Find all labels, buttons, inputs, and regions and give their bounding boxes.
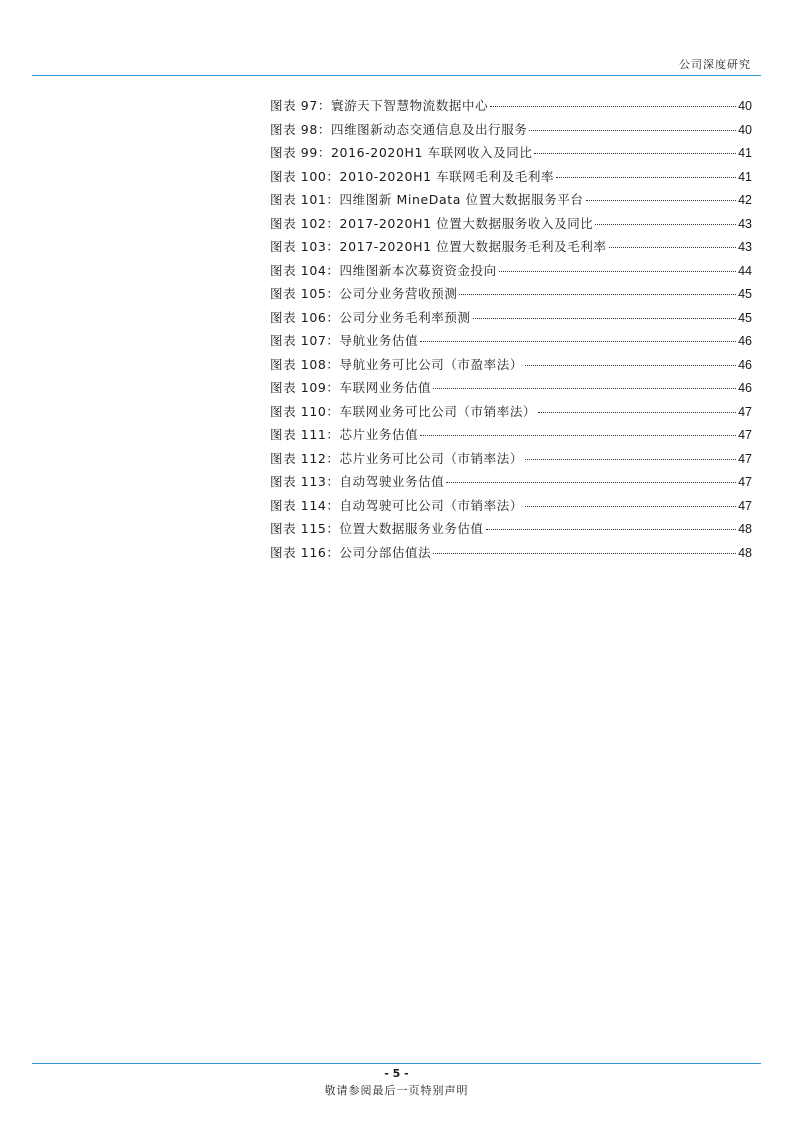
toc-entry[interactable]: [270, 472, 752, 496]
toc-leader-dots: [538, 412, 736, 413]
toc-entry-page: 47: [738, 428, 752, 442]
toc-entry[interactable]: [270, 261, 752, 285]
toc-entry[interactable]: [270, 496, 752, 520]
toc-entry[interactable]: [270, 308, 752, 332]
toc-entry[interactable]: [270, 143, 752, 167]
toc-entry-page: 47: [738, 498, 752, 513]
toc-leader-dots: [525, 506, 736, 507]
toc-entry-label: 图表 112：芯片业务可比公司（市销率法）: [270, 450, 523, 466]
toc-entry[interactable]: [270, 214, 752, 238]
toc-entry[interactable]: [270, 190, 752, 214]
toc-entry-label: 图表 97：寰游天下智慧物流数据中心: [270, 98, 489, 113]
header-divider: [32, 75, 761, 76]
toc-entry-page: 48: [738, 545, 752, 560]
toc-leader-dots: [490, 106, 736, 107]
toc-entry[interactable]: [270, 378, 752, 402]
toc-leader-dots: [595, 224, 736, 225]
toc-entry-page: 40: [738, 122, 752, 137]
toc-entry-label: 图表 111：芯片业务估值: [270, 427, 419, 442]
toc-entry-label: 图表 108：导航业务可比公司（市盈率法）: [270, 356, 523, 372]
toc-entry[interactable]: [270, 96, 752, 120]
toc-entry[interactable]: [270, 237, 752, 261]
table-of-figures: [270, 96, 752, 566]
toc-entry-label: 图表 107：导航业务估值: [270, 333, 419, 348]
toc-entry-page: 45: [738, 287, 752, 301]
toc-entry-page: 48: [738, 522, 752, 536]
toc-entry-page: 47: [738, 475, 752, 489]
toc-leader-dots: [420, 435, 736, 436]
toc-entry-label: 图表 103：2017-2020H1 位置大数据服务毛利及毛利率: [270, 239, 607, 254]
page-number: - 5 -: [384, 1067, 409, 1080]
toc-entry-page: 46: [738, 357, 752, 372]
toc-leader-dots: [609, 247, 737, 248]
toc-entry-page: 47: [738, 451, 752, 466]
toc-entry-page: 47: [738, 404, 752, 419]
toc-entry-label: 图表 100：2010-2020H1 车联网毛利及毛利率: [270, 168, 555, 184]
toc-entry[interactable]: [270, 331, 752, 355]
footer-divider: [32, 1063, 761, 1064]
toc-entry-page: 41: [738, 169, 752, 184]
toc-leader-dots: [420, 341, 736, 342]
toc-entry[interactable]: [270, 519, 752, 543]
toc-entry-page: 43: [738, 216, 752, 231]
toc-entry-page: 46: [738, 334, 752, 348]
toc-entry-page: 43: [738, 240, 752, 254]
toc-entry-label: 图表 116：公司分部估值法: [270, 544, 432, 560]
toc-entry[interactable]: [270, 355, 752, 379]
toc-leader-dots: [446, 482, 736, 483]
toc-entry-label: 图表 98：四维图新动态交通信息及出行服务: [270, 121, 528, 137]
toc-entry-page: 42: [738, 193, 752, 207]
toc-leader-dots: [473, 318, 737, 319]
toc-leader-dots: [433, 553, 736, 554]
toc-entry[interactable]: [270, 167, 752, 191]
header-title: 公司深度研究: [679, 58, 751, 71]
toc-leader-dots: [586, 200, 737, 201]
toc-entry[interactable]: [270, 425, 752, 449]
toc-leader-dots: [499, 271, 736, 272]
toc-entry-label: 图表 99：2016-2020H1 车联网收入及同比: [270, 145, 533, 160]
toc-leader-dots: [525, 365, 736, 366]
toc-entry[interactable]: [270, 543, 752, 567]
toc-entry-page: 46: [738, 381, 752, 395]
toc-leader-dots: [556, 177, 736, 178]
toc-entry-label: 图表 110：车联网业务可比公司（市销率法）: [270, 403, 537, 419]
toc-entry[interactable]: [270, 449, 752, 473]
toc-leader-dots: [433, 388, 736, 389]
disclaimer-note: 敬请参阅最后一页特别声明: [324, 1084, 469, 1097]
toc-entry-label: 图表 101：四维图新 MineData 位置大数据服务平台: [270, 192, 584, 207]
toc-entry-label: 图表 115：位置大数据服务业务估值: [270, 521, 484, 536]
toc-entry-label: 图表 109：车联网业务估值: [270, 380, 432, 395]
toc-entry-page: 44: [738, 263, 752, 278]
toc-entry-label: 图表 105：公司分业务营收预测: [270, 286, 458, 301]
toc-entry[interactable]: [270, 284, 752, 308]
toc-entry-page: 45: [738, 310, 752, 325]
toc-entry-page: 41: [738, 146, 752, 160]
toc-leader-dots: [459, 294, 736, 295]
toc-entry-page: 40: [738, 99, 752, 113]
toc-entry-label: 图表 104：四维图新本次募资资金投向: [270, 262, 497, 278]
toc-entry-label: 图表 102：2017-2020H1 位置大数据服务收入及同比: [270, 215, 594, 231]
toc-entry-label: 图表 106：公司分业务毛利率预测: [270, 309, 471, 325]
toc-leader-dots: [534, 153, 736, 154]
toc-leader-dots: [525, 459, 736, 460]
toc-entry[interactable]: [270, 120, 752, 144]
toc-entry-label: 图表 113：自动驾驶业务估值: [270, 474, 445, 489]
toc-leader-dots: [486, 529, 736, 530]
toc-leader-dots: [529, 130, 736, 131]
toc-entry-label: 图表 114：自动驾驶可比公司（市销率法）: [270, 497, 523, 513]
toc-entry[interactable]: [270, 402, 752, 426]
